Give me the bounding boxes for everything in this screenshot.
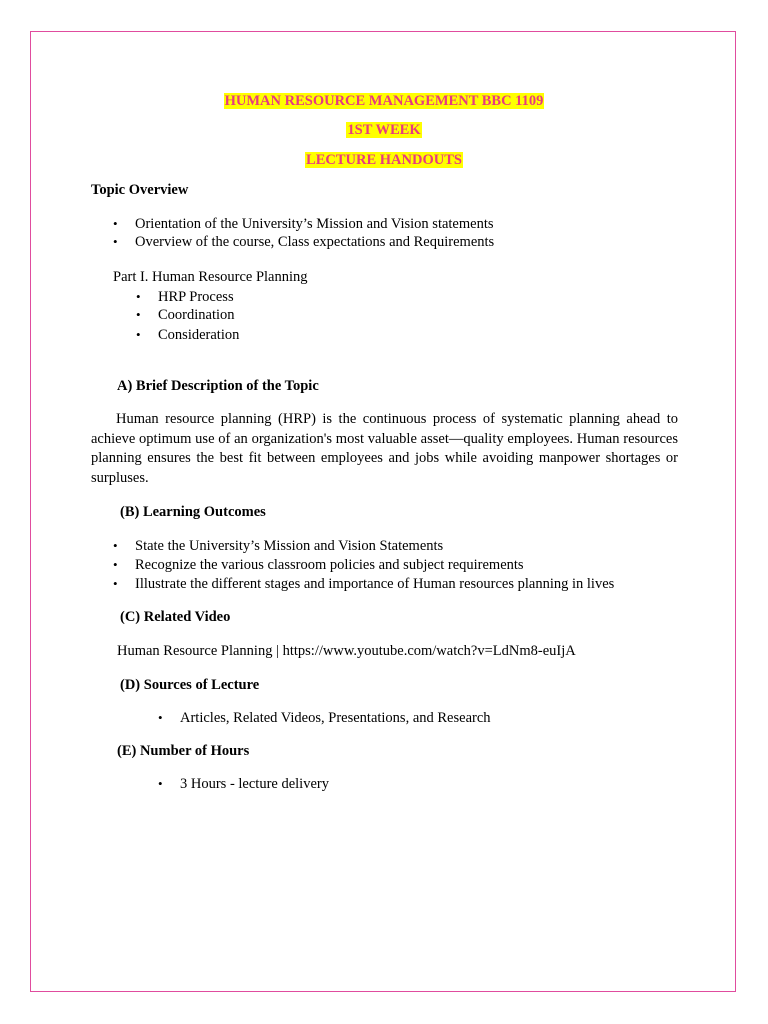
bullet-icon: •	[158, 776, 163, 791]
list-item: • Consideration	[136, 327, 240, 343]
list-item: • Recognize the various classroom policies and subject requirements	[113, 557, 524, 573]
bullet-icon: •	[136, 327, 141, 342]
handouts-title: LECTURE HANDOUTS	[306, 152, 462, 168]
bullet-icon: •	[136, 307, 141, 322]
bullet-icon: •	[113, 216, 118, 231]
section-e-heading: (E) Number of Hours	[117, 743, 250, 759]
section-d-heading: (D) Sources of Lecture	[120, 677, 260, 693]
list-item: • 3 Hours - lecture delivery	[158, 776, 329, 792]
list-item: • Orientation of the University’s Mission and Vision statements	[113, 216, 494, 232]
bullet-icon: •	[113, 234, 118, 249]
bullet-icon: •	[158, 710, 163, 725]
list-item: • Illustrate the different stages and importance of Human resources planning in lives	[113, 576, 615, 592]
bullet-icon: •	[113, 538, 118, 553]
section-a-paragraph: Human resource planning (HRP) is the continuous process of systematic planning ahead to achieve optimum use of an organization's most valuable asset—quality employees. Human resources planning ensures the best fit between employees and jobs while avoiding manpower shortages or surpluses.	[91, 411, 678, 486]
list-item: • Coordination	[136, 307, 235, 323]
list-item: • State the University’s Mission and Vision Statements	[113, 538, 444, 554]
section-c-heading: (C) Related Video	[120, 609, 231, 625]
list-item: • Overview of the course, Class expectations and Requirements	[113, 234, 495, 250]
bullet-icon: •	[113, 557, 118, 572]
topic-overview-heading: Topic Overview	[91, 182, 189, 198]
related-video-text: Human Resource Planning | https://www.youtube.com/watch?v=LdNm8-euIjA	[117, 643, 576, 659]
part1-heading: Part I. Human Resource Planning	[113, 269, 308, 285]
section-a-heading: A) Brief Description of the Topic	[117, 378, 319, 394]
bullet-icon: •	[113, 576, 118, 591]
list-item: • HRP Process	[136, 289, 234, 305]
list-item: • Articles, Related Videos, Presentations, and Research	[158, 710, 491, 726]
bullet-icon: •	[136, 289, 141, 304]
section-b-heading: (B) Learning Outcomes	[120, 504, 266, 520]
course-title: HUMAN RESOURCE MANAGEMENT BBC 1109	[224, 93, 544, 109]
week-title: 1ST WEEK	[347, 122, 421, 138]
